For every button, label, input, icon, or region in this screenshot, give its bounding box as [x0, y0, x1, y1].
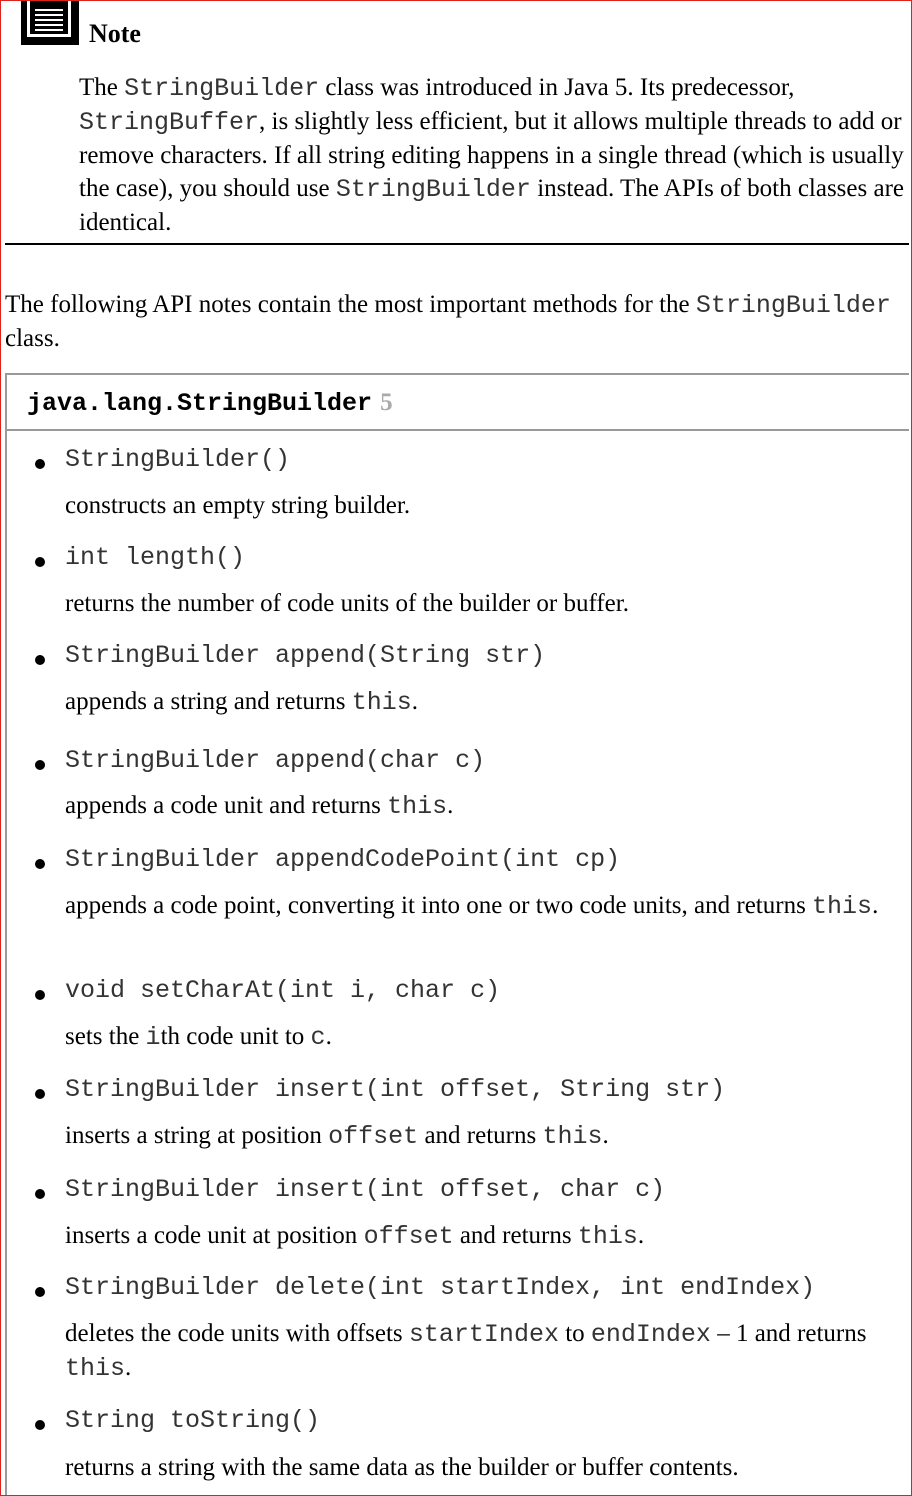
description-text: – 1 and returns [710, 1320, 867, 1347]
inline-code: offset [328, 1122, 419, 1151]
description-text: . [411, 688, 418, 715]
method-signature: StringBuilder append(String str) [65, 641, 546, 670]
description-text: . [872, 892, 879, 919]
method-description [65, 889, 907, 923]
method-description [65, 1020, 907, 1054]
inline-code: i [145, 1023, 161, 1052]
description-text: . [447, 792, 454, 819]
description-text: returns a string with the same data as the builder or buffer contents. [65, 1454, 739, 1481]
api-notes-box [5, 373, 909, 1496]
bullet-icon [35, 459, 45, 469]
description-text: and returns [418, 1122, 543, 1149]
description-text: inserts a code unit at position [65, 1222, 364, 1249]
method-description [65, 789, 907, 823]
method-signature: StringBuilder delete(int startIndex, int endIndex) [65, 1273, 816, 1302]
description-text: to [558, 1320, 591, 1347]
inline-code: this [812, 892, 873, 921]
description-text: deletes the code units with offsets [65, 1320, 409, 1347]
intro-text: The following API notes contain the most important methods for the [5, 291, 696, 318]
description-text: and returns [453, 1222, 578, 1249]
method-signature: StringBuilder insert(int offset, char c) [65, 1175, 666, 1204]
note-text: The [79, 74, 125, 101]
note-icon [21, 1, 79, 45]
bullet-icon [35, 1287, 45, 1297]
inline-code: this [65, 1354, 126, 1383]
api-header [7, 375, 909, 431]
description-text: inserts a string at position [65, 1122, 329, 1149]
api-version: 5 [380, 389, 393, 416]
note-text: class was introduced in Java 5. Its predecessor, [319, 74, 795, 101]
method-description [65, 489, 907, 522]
description-text: . [125, 1354, 132, 1381]
description-text: appends a string and returns [65, 688, 352, 715]
description-text: . [325, 1023, 332, 1050]
method-signature: String toString() [65, 1406, 321, 1435]
note-text: , is slightly less efficient, but it allows multiple threads to add or remove characters. If all string editing happens in a single thread (which is usually the case), you should use [79, 108, 904, 202]
method-signature: StringBuilder append(char c) [65, 746, 486, 775]
intro-paragraph [5, 288, 905, 355]
inline-code: this [387, 792, 448, 821]
method-signature: StringBuilder appendCodePoint(int cp) [65, 845, 621, 874]
inline-code: endIndex [590, 1320, 711, 1349]
inline-code: c [310, 1023, 326, 1052]
inline-code: this [351, 688, 412, 717]
description-text: . [602, 1122, 609, 1149]
note-text: instead. The APIs of both classes are identical. [79, 175, 905, 236]
description-text: returns the number of code units of the builder or buffer. [65, 590, 629, 617]
method-description [65, 685, 907, 719]
description-text: th code unit to [160, 1023, 311, 1050]
inline-code: startIndex [408, 1320, 559, 1349]
method-description [65, 1451, 907, 1484]
description-text: sets the [65, 1023, 146, 1050]
description-text: constructs an empty string builder. [65, 492, 411, 519]
bullet-icon [35, 1089, 45, 1099]
inline-code: offset [363, 1222, 454, 1251]
method-signature: int length() [65, 543, 246, 572]
code-stringbuilder: StringBuilder [695, 291, 891, 320]
bullet-icon [35, 1420, 45, 1430]
bullet-icon [35, 557, 45, 567]
method-description [65, 1219, 907, 1253]
bullet-icon [35, 760, 45, 770]
method-signature: StringBuilder() [65, 445, 291, 474]
api-class-name [27, 389, 393, 418]
bullet-icon [35, 859, 45, 869]
method-description [65, 1317, 907, 1385]
note-title: Note [89, 19, 141, 48]
method-signature: void setCharAt(int i, char c) [65, 976, 501, 1005]
description-text: appends a code point, converting it into one or two code units, and returns [65, 892, 813, 919]
inline-code: this [542, 1122, 603, 1151]
code-stringbuilder: StringBuilder [124, 74, 320, 103]
intro-text: class. [5, 325, 60, 352]
method-description [65, 587, 907, 620]
description-text: appends a code unit and returns [65, 792, 388, 819]
description-text: . [637, 1222, 645, 1249]
code-stringbuffer: StringBuffer [79, 108, 260, 137]
bullet-icon [35, 1189, 45, 1199]
api-class-label: java.lang.StringBuilder [27, 389, 373, 418]
bullet-icon [35, 655, 45, 665]
note-divider [5, 243, 909, 245]
method-signature: StringBuilder insert(int offset, String str) [65, 1075, 726, 1104]
code-stringbuilder: StringBuilder [335, 175, 531, 204]
method-description [65, 1119, 907, 1153]
inline-code: this [577, 1222, 638, 1251]
note-body [79, 71, 905, 239]
bullet-icon [35, 990, 45, 1000]
